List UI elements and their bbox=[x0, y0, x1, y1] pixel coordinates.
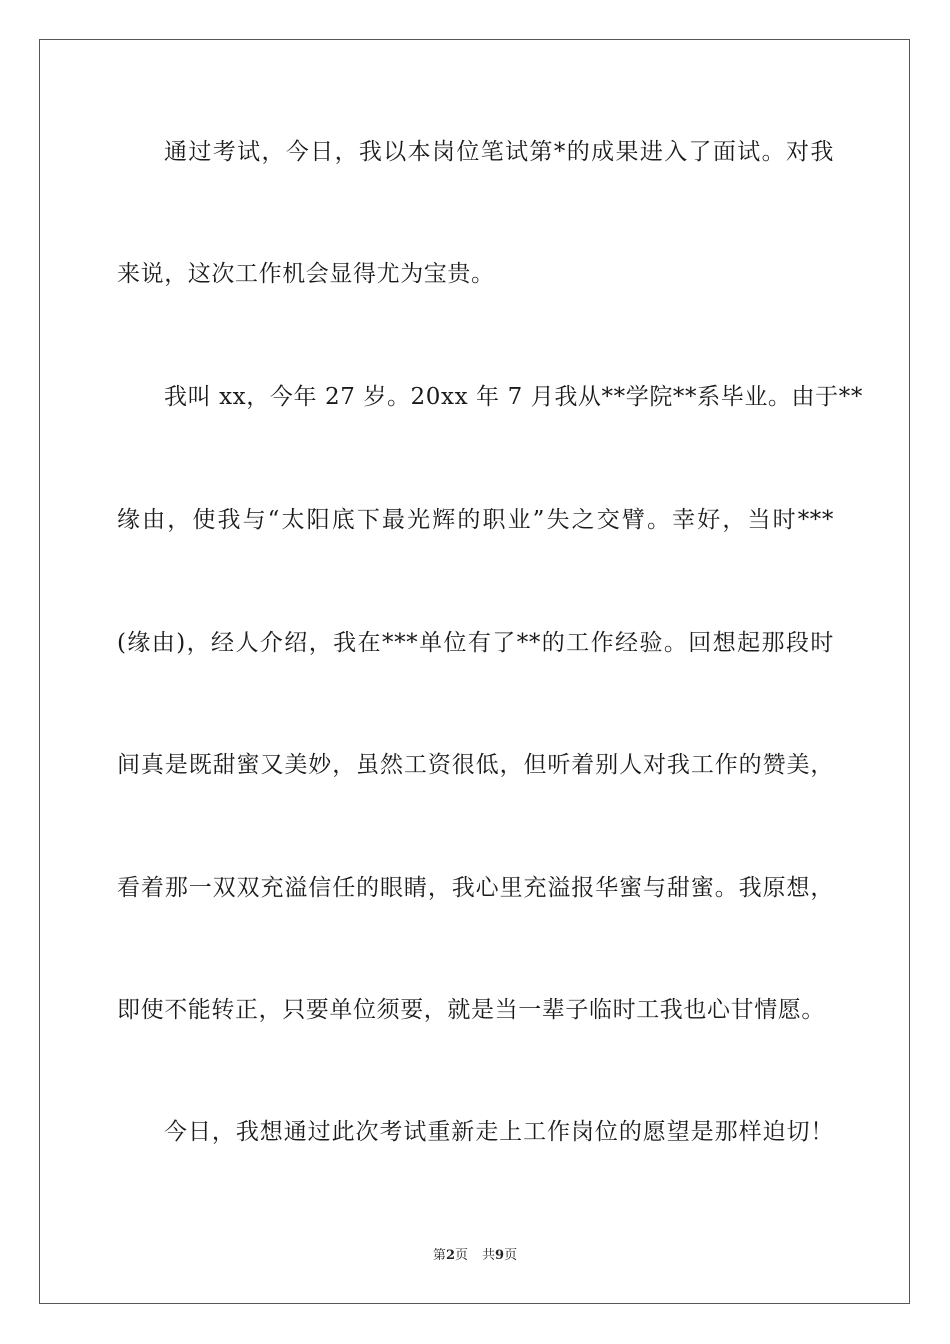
paragraph-3-line-1: 今日，我想通过此次考试重新走上工作岗位的愿望是那样迫切！ bbox=[164, 1119, 834, 1145]
paragraph-2-line-1: 我叫 xx，今年 27 岁。20xx 年 7 月我从**学院**系毕业。由于** bbox=[164, 384, 863, 410]
paragraph-2-line-4: 间真是既甜蜜又美妙，虽然工资很低，但听着别人对我工作的赞美， bbox=[117, 752, 834, 778]
total-pages: 9 bbox=[495, 1248, 505, 1263]
paragraph-1-line-2: 来说，这次工作机会显得尤为宝贵。 bbox=[117, 261, 495, 287]
total-prefix: 共 bbox=[482, 1248, 496, 1263]
paragraph-1-line-1: 通过考试，今日，我以本岗位笔试第*的成果进入了面试。对我 bbox=[164, 139, 834, 165]
page-footer bbox=[0, 1248, 950, 1264]
paragraph-2-line-2: 缘由，使我与“太阳底下最光辉的职业”失之交臂。幸好，当时*** bbox=[117, 507, 834, 533]
total-suffix: 页 bbox=[504, 1248, 518, 1263]
paragraph-2-line-3: (缘由)，经人介绍，我在***单位有了**的工作经验。回想起那段时 bbox=[117, 630, 834, 656]
page-prefix: 第 bbox=[432, 1248, 446, 1263]
page-frame bbox=[39, 39, 910, 1304]
page-number: 2 bbox=[445, 1248, 455, 1263]
paragraph-2-line-6: 即使不能转正，只要单位须要，就是当一辈子临时工我也心甘情愿。 bbox=[117, 997, 825, 1023]
page-suffix: 页 bbox=[454, 1248, 468, 1263]
paragraph-2-line-5: 看着那一双双充溢信任的眼睛，我心里充溢报华蜜与甜蜜。我原想， bbox=[117, 875, 834, 901]
